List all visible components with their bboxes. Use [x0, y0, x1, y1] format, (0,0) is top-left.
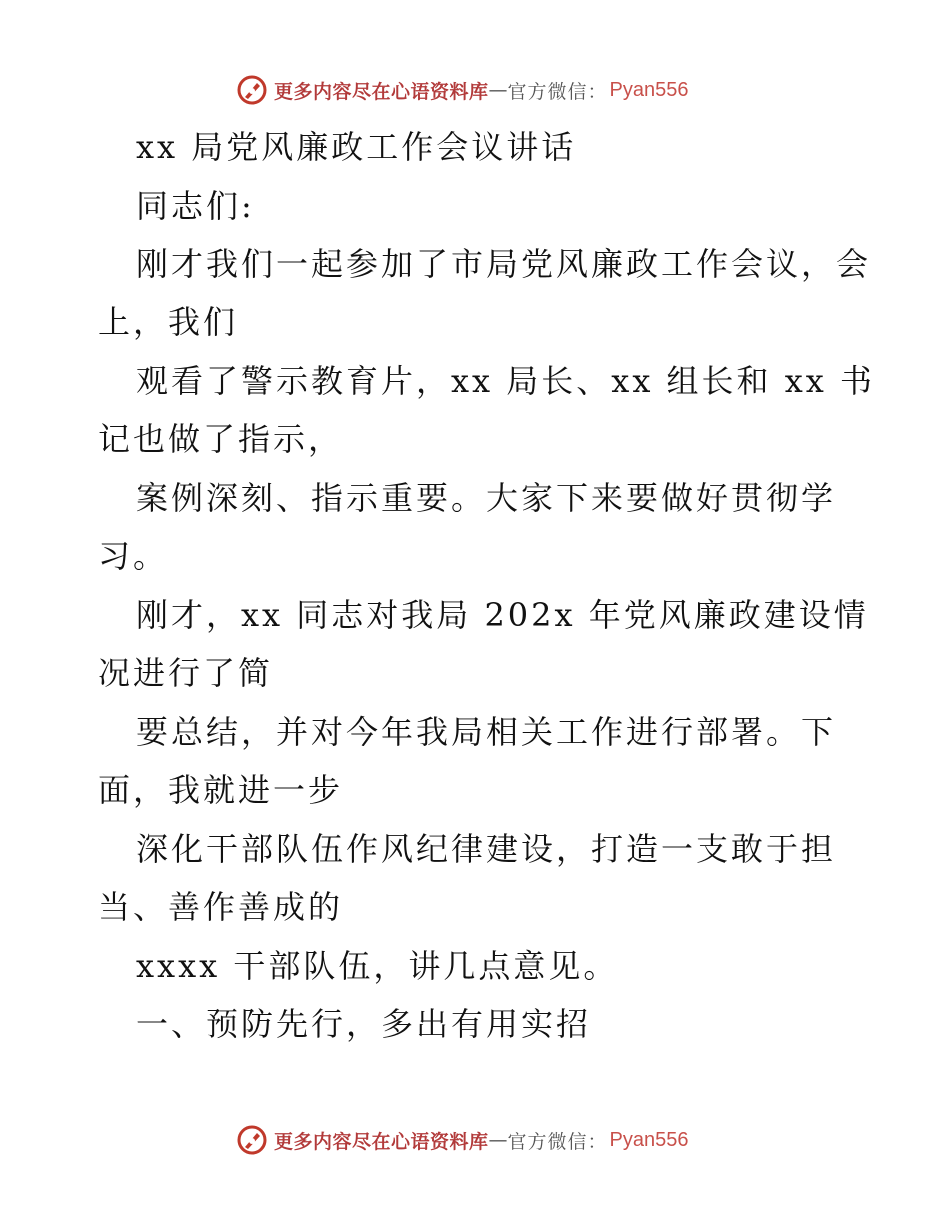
- paragraph-line: 当、善作善成的: [98, 888, 344, 926]
- paragraph-line: 刚才，xx 同志对我局 202x 年党风廉政建设情: [136, 596, 869, 634]
- paragraph-line: 上，我们: [98, 303, 239, 341]
- header-watermark: [236, 72, 689, 108]
- paragraph-line: 刚才我们一起参加了市局党风廉政工作会议，会: [136, 245, 872, 283]
- paragraph-line: 面，我就进一步: [98, 771, 344, 809]
- salutation: 同志们:: [136, 187, 255, 225]
- watermark-wechat-id: Pyan556: [609, 78, 689, 101]
- watermark-wechat-id: Pyan556: [609, 1128, 689, 1151]
- watermark-wechat-label: 官方微信：: [507, 80, 608, 103]
- paragraph-line: 观看了警示教育片，xx 局长、xx 组长和 xx 书: [136, 362, 875, 400]
- paragraph-line: 习。: [98, 537, 169, 575]
- footer-watermark: [236, 1122, 689, 1158]
- paragraph-line: 要总结，并对今年我局相关工作进行部署。下: [136, 713, 837, 751]
- document-title: xx 局党风廉政工作会议讲话: [136, 128, 577, 166]
- paragraph-line: xxxx 干部队伍，讲几点意见。: [136, 947, 619, 985]
- watermark-dash: —: [488, 1129, 508, 1151]
- pen-logo-icon: [236, 74, 268, 106]
- pen-logo-icon: [236, 1124, 268, 1156]
- paragraph-line: 案例深刻、指示重要。大家下来要做好贯彻学: [136, 479, 837, 517]
- paragraph-line: 况进行了简: [98, 654, 274, 692]
- paragraph-line: 深化干部队伍作风纪律建设，打造一支敢于担: [136, 830, 837, 868]
- section-heading: 一、预防先行，多出有用实招: [136, 1005, 592, 1043]
- watermark-brand-text: 更多内容尽在心语资料库: [274, 1130, 489, 1153]
- watermark-wechat-label: 官方微信：: [507, 1130, 608, 1153]
- watermark-brand-text: 更多内容尽在心语资料库: [274, 80, 489, 103]
- watermark-dash: —: [488, 79, 508, 101]
- paragraph-line: 记也做了指示，: [98, 420, 344, 458]
